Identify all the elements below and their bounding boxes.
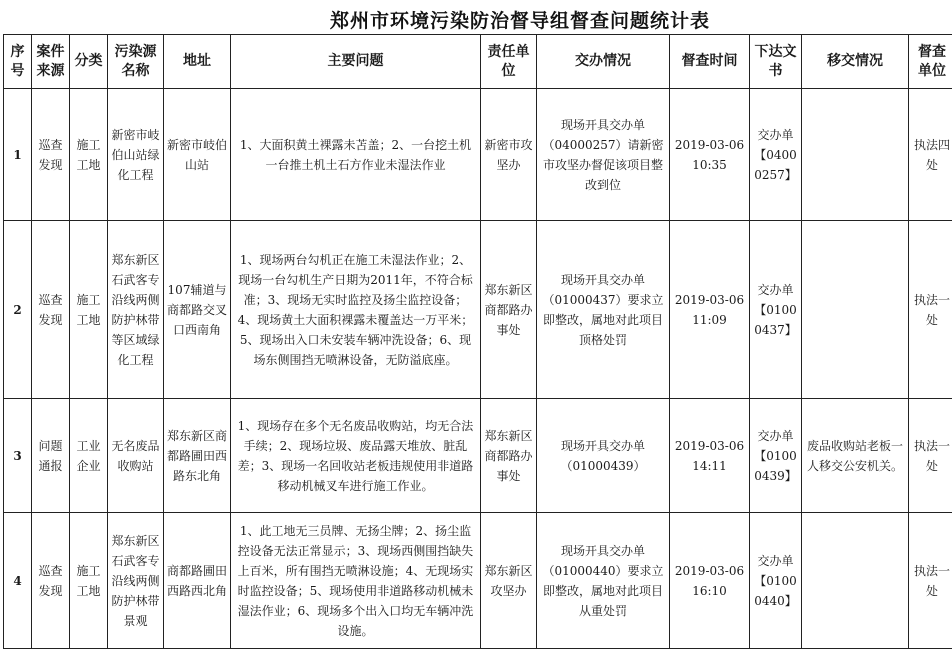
row-clock: 14:11 <box>692 458 727 473</box>
header-name: 污染源名称 <box>108 35 164 89</box>
row-doc-no: 【0100 0440】 <box>754 573 797 608</box>
row-no: 4 <box>4 513 32 649</box>
row-doc-no: 【0400 0257】 <box>754 147 797 182</box>
row-category: 施工工地 <box>70 221 108 399</box>
row-document <box>750 89 802 221</box>
row-address: 107辅道与商都路交叉口西南角 <box>164 221 231 399</box>
row-name: 郑东新区石武客专沿线两侧防护林带等区域绿化工程 <box>108 221 164 399</box>
table-row <box>4 89 952 221</box>
row-doc-no: 【0100 0439】 <box>754 448 797 483</box>
row-unit: 郑东新区商都路办事处 <box>481 399 537 513</box>
row-address: 新密市岐伯山站 <box>164 89 231 221</box>
row-unit: 郑东新区商都路办事处 <box>481 221 537 399</box>
row-date: 2019-03-06 <box>674 438 745 453</box>
row-issues: 1、现场存在多个无名废品收购站，均无合法手续；2、现场垃圾、废品露天堆放、脏乱差；3、现场一名回收站老板违规使用非道路移动机械叉车进行施工作业。 <box>231 399 481 513</box>
header-transfer: 移交情况 <box>802 35 909 89</box>
row-document <box>750 513 802 649</box>
header-document: 下达文书 <box>750 35 802 89</box>
row-handling: 现场开具交办单（01000440）要求立即整改，属地对此项目从重处罚 <box>537 513 670 649</box>
row-doc-label: 交办单 <box>757 282 794 297</box>
row-doc-no: 【0100 0437】 <box>754 302 797 337</box>
row-category: 施工工地 <box>70 513 108 649</box>
row-doc-label: 交办单 <box>757 428 794 443</box>
header-address: 地址 <box>164 35 231 89</box>
row-doc-label: 交办单 <box>757 553 794 568</box>
header-handling: 交办情况 <box>537 35 670 89</box>
row-inspector: 执法四处 <box>909 89 952 221</box>
row-clock: 11:09 <box>692 312 727 327</box>
row-time <box>670 221 750 399</box>
row-address: 郑东新区商都路圃田西路东北角 <box>164 399 231 513</box>
row-no: 3 <box>4 399 32 513</box>
row-category: 施工工地 <box>70 89 108 221</box>
row-category: 工业企业 <box>70 399 108 513</box>
inspection-table <box>3 34 952 649</box>
row-transfer <box>802 221 909 399</box>
row-inspector: 执法一处 <box>909 221 952 399</box>
header-no: 序号 <box>4 35 32 89</box>
row-handling: 现场开具交办单（01000437）要求立即整改，属地对此项目顶格处罚 <box>537 221 670 399</box>
row-date: 2019-03-06 <box>674 563 745 578</box>
row-inspector: 执法一处 <box>909 513 952 649</box>
row-clock: 16:10 <box>692 583 727 598</box>
header-category: 分类 <box>70 35 108 89</box>
row-time <box>670 513 750 649</box>
header-issues: 主要问题 <box>231 35 481 89</box>
header-row <box>4 35 952 89</box>
row-transfer <box>802 89 909 221</box>
row-source: 巡查发现 <box>32 513 70 649</box>
row-address: 商都路圃田西路西北角 <box>164 513 231 649</box>
row-source: 巡查发现 <box>32 89 70 221</box>
row-doc-label: 交办单 <box>757 127 794 142</box>
row-transfer <box>802 513 909 649</box>
row-issues: 1、大面积黄土裸露未苫盖；2、一台挖土机一台推土机土石方作业未湿法作业 <box>231 89 481 221</box>
row-source: 巡查发现 <box>32 221 70 399</box>
header-unit: 责任单位 <box>481 35 537 89</box>
row-name: 郑东新区石武客专沿线两侧防护林带景观 <box>108 513 164 649</box>
row-transfer: 废品收购站老板一人移交公安机关。 <box>802 399 909 513</box>
row-document <box>750 221 802 399</box>
row-time <box>670 399 750 513</box>
page-title: 郑州市环境污染防治督导组督查问题统计表 <box>329 10 710 32</box>
row-time <box>670 89 750 221</box>
header-time: 督查时间 <box>670 35 750 89</box>
header-inspector: 督查单位 <box>909 35 952 89</box>
table-row <box>4 221 952 399</box>
row-unit: 新密市攻坚办 <box>481 89 537 221</box>
row-source: 问题通报 <box>32 399 70 513</box>
row-no: 2 <box>4 221 32 399</box>
row-date: 2019-03-06 <box>674 137 745 152</box>
row-issues: 1、现场两台勾机正在施工未湿法作业；2、现场一台勾机生产日期为2011年，不符合标准；3、现场无实时监控及扬尘监控设备；4、现场黄土大面积裸露未覆盖达一万平米；5、现场出入口未安装车辆冲洗设备；6、现场东侧围挡无喷淋设备，无防溢底座。 <box>231 221 481 399</box>
row-clock: 10:35 <box>692 157 727 172</box>
row-document <box>750 399 802 513</box>
row-issues: 1、此工地无三员牌、无扬尘牌；2、扬尘监控设备无法正常显示；3、现场西侧围挡缺失上百米，所有围挡无喷淋设施；4、无现场实时监控设备；5、现场使用非道路移动机械未湿法作业；6、现场多个出入口均无车辆冲洗设施。 <box>231 513 481 649</box>
row-unit: 郑东新区攻坚办 <box>481 513 537 649</box>
row-handling: 现场开具交办单（01000439） <box>537 399 670 513</box>
row-inspector: 执法一处 <box>909 399 952 513</box>
row-handling: 现场开具交办单（04000257）请新密市攻坚办督促该项目整改到位 <box>537 89 670 221</box>
table-row <box>4 399 952 513</box>
row-no: 1 <box>4 89 32 221</box>
row-date: 2019-03-06 <box>674 292 745 307</box>
header-source: 案件来源 <box>32 35 70 89</box>
table-row <box>4 513 952 649</box>
row-name: 无名废品收购站 <box>108 399 164 513</box>
row-name: 新密市岐伯山站绿化工程 <box>108 89 164 221</box>
